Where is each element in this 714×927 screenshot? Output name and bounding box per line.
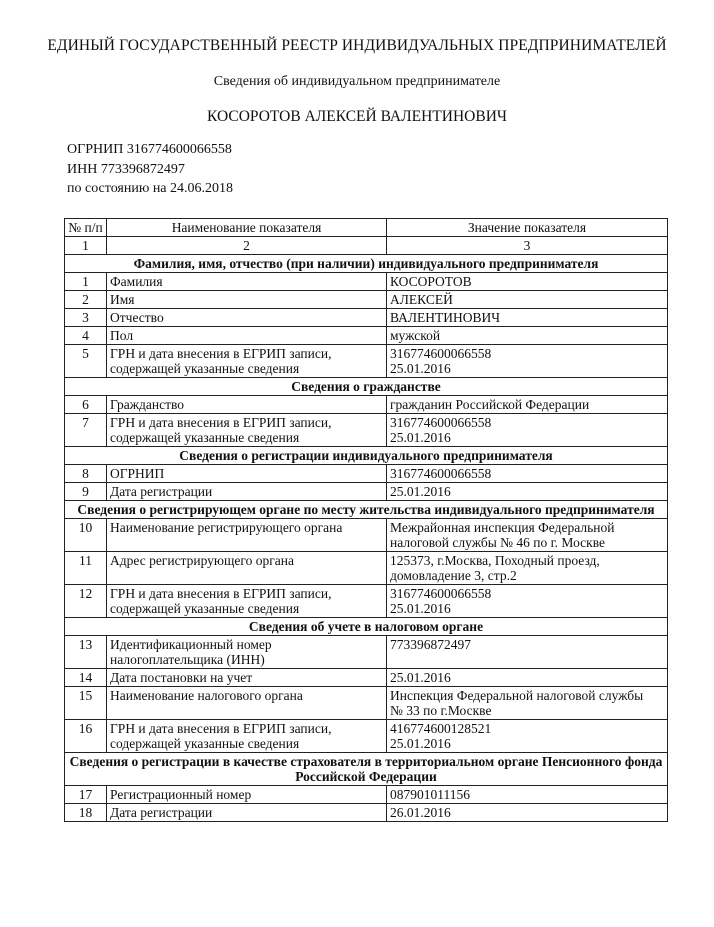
table-row <box>65 273 668 291</box>
table-row <box>65 687 668 720</box>
section-title: Сведения о гражданстве <box>65 378 668 396</box>
row-label: ОГРНИП <box>107 465 387 483</box>
row-number: 18 <box>65 804 107 822</box>
column-header-value: Значение показателя <box>387 219 668 237</box>
row-label: Имя <box>107 291 387 309</box>
row-label: Дата регистрации <box>107 483 387 501</box>
table-row <box>65 396 668 414</box>
row-value: Инспекция Федеральной налоговой службы № 33 по г.Москве <box>387 687 668 720</box>
row-value: 773396872497 <box>387 636 668 669</box>
row-value: 25.01.2016 <box>387 669 668 687</box>
row-label: Регистрационный номер <box>107 786 387 804</box>
table-row <box>65 804 668 822</box>
section-header-row <box>65 378 668 396</box>
column-number-1: 1 <box>65 237 107 255</box>
row-label: Наименование налогового органа <box>107 687 387 720</box>
table-row <box>65 483 668 501</box>
table-row <box>65 291 668 309</box>
row-value: 416774600128521 25.01.2016 <box>387 720 668 753</box>
row-label: ГРН и дата внесения в ЕГРИП записи, содержащей указанные сведения <box>107 585 387 618</box>
row-value: 316774600066558 25.01.2016 <box>387 345 668 378</box>
row-label: Отчество <box>107 309 387 327</box>
section-title: Фамилия, имя, отчество (при наличии) индивидуального предпринимателя <box>65 255 668 273</box>
row-label: Дата постановки на учет <box>107 669 387 687</box>
row-label: ГРН и дата внесения в ЕГРИП записи, содержащей указанные сведения <box>107 345 387 378</box>
row-label: ГРН и дата внесения в ЕГРИП записи, содержащей указанные сведения <box>107 414 387 447</box>
column-number-row <box>65 237 668 255</box>
table-row <box>65 414 668 447</box>
row-value: 26.01.2016 <box>387 804 668 822</box>
table-row <box>65 786 668 804</box>
row-number: 10 <box>65 519 107 552</box>
entrepreneur-name: КОСОРОТОВ АЛЕКСЕЙ ВАЛЕНТИНОВИЧ <box>207 108 507 125</box>
row-number: 6 <box>65 396 107 414</box>
row-number: 17 <box>65 786 107 804</box>
column-number-3: 3 <box>387 237 668 255</box>
table-row <box>65 585 668 618</box>
row-label: Гражданство <box>107 396 387 414</box>
row-number: 3 <box>65 309 107 327</box>
row-value: гражданин Российской Федерации <box>387 396 668 414</box>
column-header-indicator: Наименование показателя <box>107 219 387 237</box>
section-header-row <box>65 753 668 786</box>
row-label: Дата регистрации <box>107 804 387 822</box>
table-row <box>65 720 668 753</box>
section-header-row <box>65 501 668 519</box>
column-header-number: № п/п <box>65 219 107 237</box>
table-row <box>65 309 668 327</box>
row-number: 5 <box>65 345 107 378</box>
table-row <box>65 636 668 669</box>
row-number: 8 <box>65 465 107 483</box>
inn-line: ИНН 773396872497 <box>67 162 185 177</box>
table-row <box>65 345 668 378</box>
table-row <box>65 465 668 483</box>
row-number: 2 <box>65 291 107 309</box>
row-number: 4 <box>65 327 107 345</box>
row-number: 14 <box>65 669 107 687</box>
section-title: Сведения о регистрации в качестве страхователя в территориальном органе Пенсионного фонда Российской Федерации <box>65 753 668 786</box>
row-value: КОСОРОТОВ <box>387 273 668 291</box>
table-row <box>65 519 668 552</box>
table-row <box>65 552 668 585</box>
row-number: 7 <box>65 414 107 447</box>
row-value: 316774600066558 <box>387 465 668 483</box>
ogrnip-line: ОГРНИП 316774600066558 <box>67 142 232 157</box>
row-number: 16 <box>65 720 107 753</box>
row-label: Наименование регистрирующего органа <box>107 519 387 552</box>
section-title: Сведения о регистрации индивидуального предпринимателя <box>65 447 668 465</box>
row-value: ВАЛЕНТИНОВИЧ <box>387 309 668 327</box>
row-label: Адрес регистрирующего органа <box>107 552 387 585</box>
section-title: Сведения об учете в налоговом органе <box>65 618 668 636</box>
row-number: 11 <box>65 552 107 585</box>
registry-table <box>64 218 668 822</box>
row-number: 13 <box>65 636 107 669</box>
row-label: Фамилия <box>107 273 387 291</box>
row-value: 316774600066558 25.01.2016 <box>387 414 668 447</box>
table-body <box>65 255 668 822</box>
section-header-row <box>65 618 668 636</box>
row-label: Пол <box>107 327 387 345</box>
row-number: 12 <box>65 585 107 618</box>
section-header-row <box>65 447 668 465</box>
row-number: 15 <box>65 687 107 720</box>
row-value: 125373, г.Москва, Походный проезд, домовладение 3, стр.2 <box>387 552 668 585</box>
table-row <box>65 327 668 345</box>
row-value: 25.01.2016 <box>387 483 668 501</box>
table-header-row <box>65 219 668 237</box>
row-value: 087901011156 <box>387 786 668 804</box>
row-label: ГРН и дата внесения в ЕГРИП записи, содержащей указанные сведения <box>107 720 387 753</box>
row-number: 9 <box>65 483 107 501</box>
section-title: Сведения о регистрирующем органе по месту жительства индивидуального предпринимателя <box>65 501 668 519</box>
document-subtitle: Сведения об индивидуальном предпринимателе <box>213 74 501 89</box>
row-value: 316774600066558 25.01.2016 <box>387 585 668 618</box>
row-value: АЛЕКСЕЙ <box>387 291 668 309</box>
registry-title: ЕДИНЫЙ ГОСУДАРСТВЕННЫЙ РЕЕСТР ИНДИВИДУАЛЬНЫХ ПРЕДПРИНИМАТЕЛЕЙ <box>47 37 667 54</box>
row-number: 1 <box>65 273 107 291</box>
row-value: Межрайонная инспекция Федеральной налоговой службы № 46 по г. Москве <box>387 519 668 552</box>
as-of-date-line: по состоянию на 24.06.2018 <box>67 181 234 196</box>
table-row <box>65 669 668 687</box>
row-value: мужской <box>387 327 668 345</box>
row-label: Идентификационный номер налогоплательщика (ИНН) <box>107 636 387 669</box>
section-header-row <box>65 255 668 273</box>
column-number-2: 2 <box>107 237 387 255</box>
